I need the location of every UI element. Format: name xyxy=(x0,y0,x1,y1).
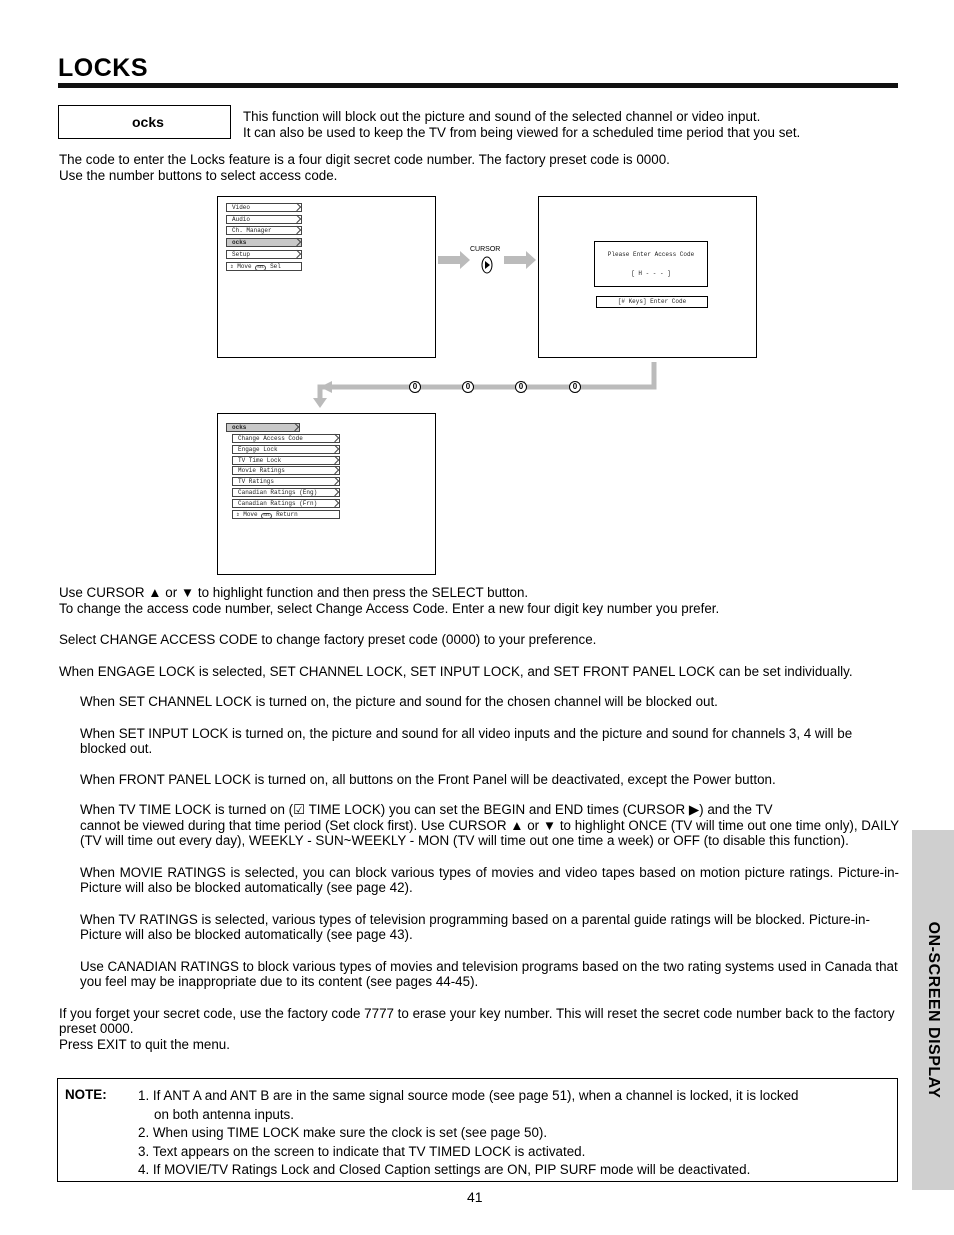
note-text: Text appears on the screen to indicate that TV TIMED LOCK is activated. xyxy=(152,1143,586,1159)
note-item-4 xyxy=(138,1161,888,1180)
updown-arrow-icon: ⇕ xyxy=(230,263,234,270)
note-item-2 xyxy=(138,1124,888,1143)
access-code-dialog xyxy=(594,241,708,287)
menu-item-video: Video xyxy=(226,203,302,212)
note-item-3 xyxy=(138,1143,888,1162)
body-p7c: cannot be viewed during that time period (Set clock first). Use CURSOR ▲ or ▼ to highlight ONCE (TV will time out one time only), DAILY (TV will time out every day), WEEKLY - SUN~WEEKLY - MON (TV will time out one time a week) or OFF (to disable this function). xyxy=(80,817,899,848)
note-text: When using TIME LOCK make sure the clock is set (see page 50). xyxy=(152,1125,548,1140)
body-p6: When FRONT PANEL LOCK is turned on, all buttons on the Front Panel will be deactivated, except the Power button. xyxy=(80,771,776,787)
body-p2: Select CHANGE ACCESS CODE to change factory preset code (0000) to your preference. xyxy=(59,632,597,647)
locks-item-tv-ratings: TV Ratings xyxy=(232,477,340,486)
note-num: 4. xyxy=(138,1162,150,1177)
locks-item-change-code: Change Access Code xyxy=(232,434,340,443)
note-list xyxy=(138,1087,888,1180)
access-code-screen xyxy=(538,196,757,358)
body-p1b: To change the access code number, select Change Access Code. Enter a new four digit key number you prefer. xyxy=(59,600,720,616)
body-p11b: Press EXIT to quit the menu. xyxy=(59,1036,230,1052)
code-line-1: The code to enter the Locks feature is a four digit secret code number. The factory preset code is 0000. xyxy=(59,152,670,167)
footer-sel-label: Sel xyxy=(270,263,281,270)
body-p9: When TV RATINGS is selected, various types of television programming based on a parental guide ratings will be blocked. Picture-in-Picture will also be blocked automatically (see page 43). xyxy=(80,911,870,942)
feature-label-box xyxy=(58,105,231,139)
body-p10: Use CANADIAN RATINGS to block various types of movies and television programs based on the two rating systems used in Canada that you feel may be inappropriate due to its content (see pages 44-45). xyxy=(80,958,898,989)
locks-item-canadian-eng: Canadian Ratings (Eng) xyxy=(232,488,340,497)
body-p4: When SET CHANNEL LOCK is turned on, the picture and sound for the chosen channel will be blocked out. xyxy=(80,694,718,709)
locks-menu-footer xyxy=(232,510,340,519)
cursor-label: CURSOR xyxy=(470,246,501,253)
digit-button-1: 0 xyxy=(409,381,421,393)
section-tab-label: ON-SCREEN DISPLAY xyxy=(925,921,942,1099)
sel-key-icon: SEL xyxy=(263,514,271,518)
body-p11a: If you forget your secret code, use the factory code 7777 to erase your key number. This will reset the secret code number back to the factory preset 0000. xyxy=(59,1005,895,1036)
menu-item-setup: Setup xyxy=(226,250,302,259)
body-p7a: When TV TIME LOCK is turned on ( xyxy=(80,802,294,817)
note-text: If ANT A and ANT B are in the same signal source mode (see page 51), when a channel is locked, it is locked xyxy=(152,1088,799,1103)
title-rule xyxy=(58,83,898,88)
arrow-right-icon xyxy=(438,251,470,269)
access-prompt: Please Enter Access Code xyxy=(607,251,695,258)
note-num: 1. xyxy=(138,1088,150,1103)
body-text xyxy=(59,585,899,1052)
locks-item-movie-ratings: Movie Ratings xyxy=(232,466,340,475)
access-hint: [# Keys] Enter Code xyxy=(596,296,708,308)
code-line-2: Use the number buttons to select access code. xyxy=(59,167,338,183)
sel-key-icon: SEL xyxy=(257,266,265,270)
note-num: 3. xyxy=(138,1143,150,1159)
locks-item-engage-lock: Engage Lock xyxy=(232,445,340,454)
main-menu-screen xyxy=(217,196,436,358)
footer-return-label: Return xyxy=(276,511,298,518)
menu-item-ch-manager: Ch. Manager xyxy=(226,226,302,235)
locks-menu-screen xyxy=(217,413,436,575)
intro-line-1: This function will block out the picture and sound of the selected channel or video input. xyxy=(243,109,761,124)
digit-button-3: 0 xyxy=(515,381,527,393)
access-entry: [ H - - - ] xyxy=(631,270,671,277)
feature-label: ocks xyxy=(132,114,164,130)
note-text: If MOVIE/TV Ratings Lock and Closed Caption settings are ON, PIP SURF mode will be deactivated. xyxy=(152,1162,751,1177)
body-p1a: Use CURSOR ▲ or ▼ to highlight function and then press the SELECT button. xyxy=(59,585,529,600)
page-number: 41 xyxy=(467,1189,483,1205)
page-title: LOCKS xyxy=(58,54,148,82)
body-p3: When ENGAGE LOCK is selected, SET CHANNEL LOCK, SET INPUT LOCK, and SET FRONT PANEL LOCK can be set individually. xyxy=(59,663,853,679)
body-p8: When MOVIE RATINGS is selected, you can block various types of movies and video tapes based on motion picture ratings. Picture-in-Picture will also be blocked automatically (see page 42). xyxy=(80,864,899,895)
body-p5: When SET INPUT LOCK is turned on, the picture and sound for all video inputs and the picture and sound for channels 3, 4 will be blocked out. xyxy=(80,725,853,756)
footer-move-label: Move xyxy=(243,511,258,518)
updown-arrow-icon: ⇕ xyxy=(236,511,240,518)
digit-button-4: 0 xyxy=(569,381,581,393)
digit-entry-arrows xyxy=(310,360,660,412)
locks-item-tv-time-lock: TV Time Lock xyxy=(232,456,340,465)
note-box xyxy=(57,1078,898,1182)
digit-button-2: 0 xyxy=(462,381,474,393)
menu-item-locks: ocks xyxy=(226,238,302,247)
intro-line-2: It can also be used to keep the TV from being viewed for a scheduled time period that you set. xyxy=(243,124,801,140)
menu-item-audio: Audio xyxy=(226,215,302,224)
menu-footer xyxy=(226,262,302,271)
note-num: 2. xyxy=(138,1125,150,1140)
checkbox-icon: ☑ xyxy=(293,802,306,817)
locks-item-canadian-frn: Canadian Ratings (Frn) xyxy=(232,499,340,508)
intro-text xyxy=(243,109,863,140)
note-item-1-cont: on both antenna inputs. xyxy=(154,1106,294,1122)
body-p7a-line xyxy=(80,802,899,818)
body-p7b: TIME LOCK) you can set the BEGIN and END times (CURSOR ▶) and the TV xyxy=(305,802,773,817)
note-item-1 xyxy=(138,1087,888,1106)
locks-menu-title: ocks xyxy=(226,423,300,432)
note-label: NOTE: xyxy=(65,1087,107,1102)
code-text xyxy=(59,152,759,183)
footer-move-label: Move xyxy=(237,263,252,270)
arrow-right-icon xyxy=(504,251,536,269)
